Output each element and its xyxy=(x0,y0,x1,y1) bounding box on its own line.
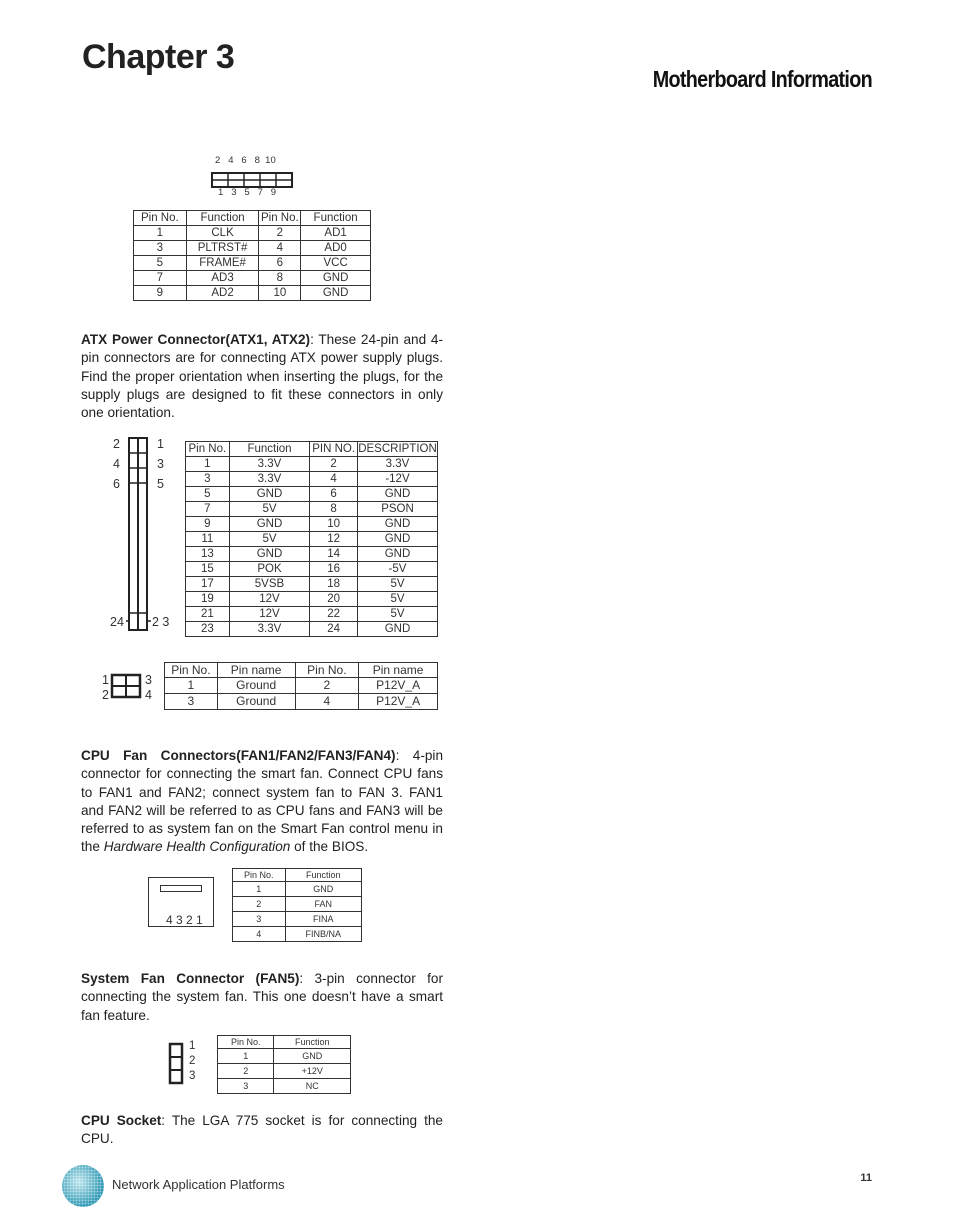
table-cell: 2 xyxy=(259,226,301,241)
table-cell: 20 xyxy=(310,592,358,607)
table-cell: 3 xyxy=(165,694,218,710)
table-row xyxy=(165,678,438,694)
table-cell: 5V xyxy=(229,532,310,547)
table-cell: +12V xyxy=(274,1064,351,1079)
header-cell: Pin name xyxy=(217,663,295,678)
cpu-fan-italic: Hardware Health Configuration xyxy=(103,839,291,855)
cpu-fan-pin-table xyxy=(232,868,362,942)
table-cell: 4 xyxy=(259,241,301,256)
table-cell: -12V xyxy=(357,472,437,487)
table-cell: 19 xyxy=(186,592,230,607)
table-cell: 2 xyxy=(218,1064,274,1079)
table-header-row xyxy=(233,869,362,882)
table-cell: GND xyxy=(357,487,437,502)
table-cell: 5 xyxy=(186,487,230,502)
table-cell: 16 xyxy=(310,562,358,577)
table-cell: 12V xyxy=(229,592,310,607)
cpu-fan-text-1: : 4-pin connector for connecting the smart fan. Connect CPU fans to FAN1 and FAN2; connect system fan to FAN 3. FAN1 and FAN2 will be referred to as CPU fans and FAN3 will be referred to as system fan on the Smart Fan control menu in the xyxy=(81,748,444,855)
table-cell: 14 xyxy=(310,547,358,562)
atx24-label-6: 6 xyxy=(113,477,120,491)
table-row xyxy=(186,622,438,637)
atx24-label-2: 2 xyxy=(113,437,120,451)
table-header-row xyxy=(134,211,371,226)
table-cell: 8 xyxy=(310,502,358,517)
table-cell: 5 xyxy=(134,256,187,271)
table-cell: 24 xyxy=(310,622,358,637)
header-cell: Pin No. xyxy=(134,211,187,226)
header-cell: Pin No. xyxy=(218,1036,274,1049)
atx4-label-3: 3 xyxy=(145,673,152,687)
table-cell: Ground xyxy=(217,694,295,710)
atx24-pin-table xyxy=(185,441,438,637)
table-cell: 5VSB xyxy=(229,577,310,592)
table-cell: 22 xyxy=(310,607,358,622)
table-row xyxy=(186,547,438,562)
header-cell: Pin No. xyxy=(259,211,301,226)
table-cell: 1 xyxy=(233,882,286,897)
table-row xyxy=(134,256,371,271)
table-cell: 4 xyxy=(233,927,286,942)
atx24-label-24: 24 xyxy=(110,615,124,629)
table-cell: 4 xyxy=(295,694,359,710)
table-cell: FINB/NA xyxy=(285,927,361,942)
atx4-label-4: 4 xyxy=(145,688,152,702)
table-cell: GND xyxy=(229,487,310,502)
atx4-pin-table xyxy=(164,662,438,710)
table-cell: GND xyxy=(285,882,361,897)
table-row xyxy=(134,271,371,286)
table-cell: 3 xyxy=(233,912,286,927)
atx-paragraph xyxy=(81,331,443,422)
table-cell: PLTRST# xyxy=(186,241,259,256)
table-cell: 3.3V xyxy=(229,622,310,637)
table-cell: AD0 xyxy=(301,241,371,256)
globe-logo-icon xyxy=(60,1163,106,1209)
header-cell: PIN NO. xyxy=(310,442,358,457)
table-row xyxy=(233,882,362,897)
table-cell: P12V_A xyxy=(359,678,438,694)
table-cell: -5V xyxy=(357,562,437,577)
table-cell: GND xyxy=(357,517,437,532)
table-cell: 12V xyxy=(229,607,310,622)
header-cell: Pin No. xyxy=(233,869,286,882)
table-cell: 1 xyxy=(165,678,218,694)
table-cell: GND xyxy=(229,547,310,562)
table-cell: PSON xyxy=(357,502,437,517)
table-cell: 8 xyxy=(259,271,301,286)
table-cell: 12 xyxy=(310,532,358,547)
page-number: 11 xyxy=(860,1172,872,1184)
header-cell: Function xyxy=(301,211,371,226)
table-row xyxy=(186,517,438,532)
table-cell: 23 xyxy=(186,622,230,637)
table-row xyxy=(218,1049,351,1064)
sys-fan-text: : 3-pin connector for connecting the system fan. This one doesn’t have a smart fan feature. xyxy=(81,971,443,1023)
table-row xyxy=(186,562,438,577)
table-cell: 10 xyxy=(259,286,301,301)
table-cell: FINA xyxy=(285,912,361,927)
table-row xyxy=(186,457,438,472)
table-cell: 1 xyxy=(134,226,187,241)
table-row xyxy=(233,927,362,942)
section-title: Motherboard Information xyxy=(652,66,872,92)
table-cell: 3.3V xyxy=(229,472,310,487)
atx24-label-1: 1 xyxy=(157,437,164,451)
table-cell: P12V_A xyxy=(359,694,438,710)
cpu-fan-paragraph xyxy=(81,747,443,857)
table-row xyxy=(186,607,438,622)
atx4-connector-shape xyxy=(110,673,144,701)
atx24-label-5: 5 xyxy=(157,477,164,491)
table-cell: 5V xyxy=(357,577,437,592)
table-cell: 10 xyxy=(310,517,358,532)
table-cell: VCC xyxy=(301,256,371,271)
sys-fan-heading: System Fan Connector (FAN5) xyxy=(81,971,300,986)
sys-fan-label-3: 3 xyxy=(189,1070,196,1082)
table-cell: 13 xyxy=(186,547,230,562)
header-cell: Pin No. xyxy=(295,663,359,678)
table-cell: 3 xyxy=(186,472,230,487)
table-cell: FAN xyxy=(285,897,361,912)
table-cell: 3.3V xyxy=(229,457,310,472)
table-cell: GND xyxy=(301,271,371,286)
table-cell: 11 xyxy=(186,532,230,547)
table-cell: 15 xyxy=(186,562,230,577)
table-cell: 18 xyxy=(310,577,358,592)
table-cell: POK xyxy=(229,562,310,577)
atx24-label-23: 2 3 xyxy=(152,615,170,629)
table-row xyxy=(186,532,438,547)
table-row xyxy=(134,241,371,256)
header-cell: Function xyxy=(229,442,310,457)
atx-text: : These 24-pin and 4-pin connectors are for connecting ATX power supply plugs. Find the proper orientation when inserting the plugs, for the supply plugs are designed to fit these connectors in only one orientation. xyxy=(81,332,444,421)
atx-heading: ATX Power Connector(ATX1, ATX2) xyxy=(81,332,311,347)
table-cell: 7 xyxy=(186,502,230,517)
table-cell: FRAME# xyxy=(186,256,259,271)
header-cell: Function xyxy=(186,211,259,226)
table-cell: 3.3V xyxy=(357,457,437,472)
table-row xyxy=(218,1064,351,1079)
sys-fan-label-2: 2 xyxy=(189,1055,196,1067)
header-cell: Pin No. xyxy=(186,442,230,457)
table-cell: 5V xyxy=(357,607,437,622)
table-header-row xyxy=(218,1036,351,1049)
table-cell: GND xyxy=(274,1049,351,1064)
table-cell: 6 xyxy=(310,487,358,502)
table-cell: 5V xyxy=(229,502,310,517)
atx24-label-4: 4 xyxy=(113,457,120,471)
cpu-socket-text: : The LGA 775 socket is for connecting the CPU. xyxy=(81,1113,443,1147)
table-cell: Ground xyxy=(217,678,295,694)
chapter-title: Chapter 3 xyxy=(82,38,235,76)
table-cell: 17 xyxy=(186,577,230,592)
table-row xyxy=(218,1079,351,1094)
table-header-row xyxy=(165,663,438,678)
table-row xyxy=(134,286,371,301)
cpu-socket-paragraph xyxy=(81,1112,443,1149)
bottom-pin-numbers: 1 3 5 7 9 xyxy=(218,187,277,198)
table-cell: GND xyxy=(357,622,437,637)
table-cell: AD1 xyxy=(301,226,371,241)
cpu-fan-connector-diagram xyxy=(148,877,214,927)
table-cell: 5V xyxy=(357,592,437,607)
table-cell: NC xyxy=(274,1079,351,1094)
table-cell: 3 xyxy=(218,1079,274,1094)
table-row xyxy=(186,472,438,487)
cpu-fan-heading: CPU Fan Connectors(FAN1/FAN2/FAN3/FAN4) xyxy=(81,748,396,763)
header-cell: Function xyxy=(285,869,361,882)
lpc-pin-table xyxy=(133,210,371,301)
footer-text: Network Application Platforms xyxy=(112,1177,285,1192)
header-cell: Function xyxy=(274,1036,351,1049)
table-row xyxy=(186,502,438,517)
table-row xyxy=(165,694,438,710)
table-cell: AD2 xyxy=(186,286,259,301)
table-cell: GND xyxy=(357,547,437,562)
header-cell: Pin name xyxy=(359,663,438,678)
atx24-connector-shape xyxy=(126,437,152,633)
table-header-row xyxy=(186,442,438,457)
cpu-socket-heading: CPU Socket xyxy=(81,1113,162,1128)
table-cell: 21 xyxy=(186,607,230,622)
sys-fan-label-1: 1 xyxy=(189,1040,196,1052)
table-cell: GND xyxy=(301,286,371,301)
table-cell: 4 xyxy=(310,472,358,487)
header-cell: DESCRIPTION xyxy=(358,443,437,455)
sys-fan-pin-table xyxy=(217,1035,351,1094)
table-cell: 2 xyxy=(295,678,359,694)
table-row xyxy=(134,226,371,241)
cpu-fan-text-2: of the BIOS. xyxy=(290,839,369,855)
table-cell: 9 xyxy=(134,286,187,301)
table-cell: 9 xyxy=(186,517,230,532)
table-cell: 7 xyxy=(134,271,187,286)
atx4-label-1: 1 xyxy=(102,673,109,687)
table-cell: 1 xyxy=(186,457,230,472)
atx24-label-3: 3 xyxy=(157,457,164,471)
top-pin-numbers: 2 4 6 8 10 xyxy=(215,155,276,166)
header-cell: Pin No. xyxy=(165,663,218,678)
table-cell: GND xyxy=(229,517,310,532)
table-cell: 2 xyxy=(310,457,358,472)
table-row xyxy=(186,577,438,592)
table-cell: 6 xyxy=(259,256,301,271)
cpu-fan-pin-labels: 4 3 2 1 xyxy=(166,913,203,927)
table-row xyxy=(186,487,438,502)
table-cell: CLK xyxy=(186,226,259,241)
table-row xyxy=(233,912,362,927)
sys-fan-paragraph xyxy=(81,970,443,1025)
cpu-fan-key-slot xyxy=(160,885,202,892)
table-cell: 3 xyxy=(134,241,187,256)
sys-fan-connector-shape xyxy=(168,1042,186,1086)
table-cell: 1 xyxy=(218,1049,274,1064)
table-cell: 2 xyxy=(233,897,286,912)
table-row xyxy=(186,592,438,607)
table-row xyxy=(233,897,362,912)
atx4-label-2: 2 xyxy=(102,688,109,702)
table-cell: AD3 xyxy=(186,271,259,286)
table-cell: GND xyxy=(357,532,437,547)
